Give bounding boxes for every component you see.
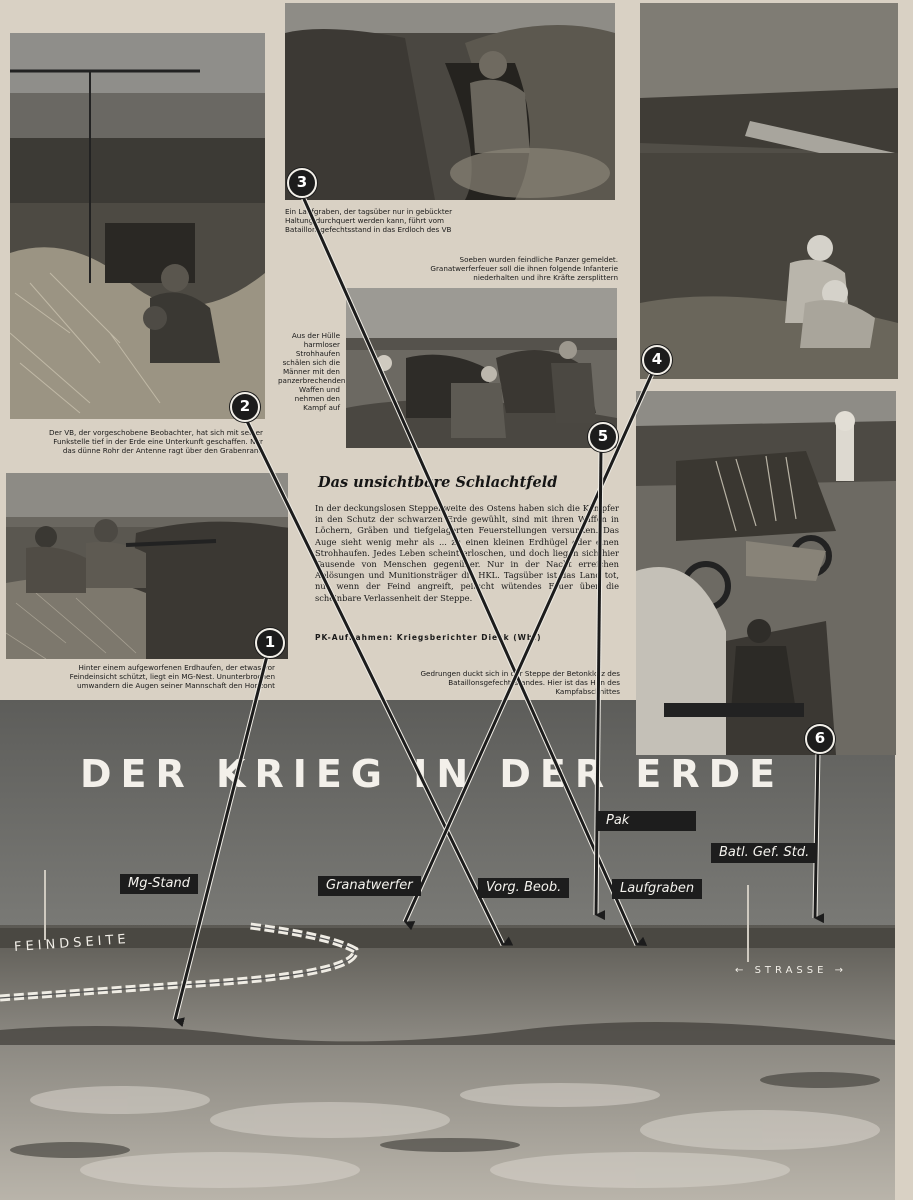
marker-6: 6 — [805, 724, 835, 754]
caption-photo6: Gedrungen duckt sich in der Steppe der Betonklotz des Bataillonsgefechtsstandes. Hier ist das Hirn des Kampfabschnittes — [420, 669, 620, 696]
caption-photo1: Hinter einem aufgeworfenen Erdhaufen, der etwas vor Feindeinsicht schützt, liegt ein MG-Nest. Ununterbrochen umwandern die Augen seiner Mannschaft den Horizont — [69, 663, 275, 690]
marker-5: 5 — [588, 422, 618, 452]
label-pak: Pak — [598, 811, 696, 831]
label-vorg-beob: Vorg. Beob. — [478, 878, 569, 898]
marker-2: 2 — [230, 392, 260, 422]
road-label-text: STRASSE — [754, 965, 828, 976]
photo-trench — [285, 3, 615, 200]
label-laufgraben: Laufgraben — [612, 879, 702, 899]
photo-antitank-crew — [346, 288, 617, 448]
caption-photo3: Ein Laufgraben, der tagsüber nur in gebückter Haltung durchquert werden kann, führt vom Bataillonsgefechtsstand in das Erdloch des VB — [285, 207, 453, 234]
article-title: Das unsichtbare Schlachtfeld — [318, 474, 558, 491]
marker-4: 4 — [642, 345, 672, 375]
photo-motorcycle-bunker — [636, 391, 896, 755]
road-label: ← STRASSE → — [735, 965, 848, 976]
photo-mg-nest — [6, 473, 288, 659]
article-body: In der deckungslosen Steppenweite des Ostens haben sich die Kämpfer in den Schutz der schwarzen Erde gewühlt, sind mit ihren Waffen in Löchern, Gräben und tiefgelagerten Feuerstellungen versunken. Das Auge sieht wenig mehr als ... zu einen kleinen Erdhügel oder einen Strohhaufen. Jedes Leben scheint erloschen, und doch liegen sich hier Tausende von Menschen gegenüber. Nur in der Nacht erreichen Ablösungen und Munitionsträger die HKL. Tagsüber ist das Land tot, nur wenn der Feind angreift, peitscht wütendes Feuer über die scheinbare Verlassenheit der Steppe. — [315, 503, 619, 603]
photo-credit: PK-Aufnahmen: Kriegsberichter Dieck (Wb.) — [315, 633, 542, 642]
label-granatwerfer: Granatwerfer — [318, 876, 421, 896]
label-mg-stand: Mg-Stand — [120, 874, 198, 894]
caption-photo5: Aus der Hülle harmloser Strohhaufen schälen sich die Männer mit den panzerbrechenden Waffen und nehmen den Kampf auf — [278, 331, 346, 412]
enemy-side-label: FEINDSEITE — [13, 931, 131, 956]
caption-photo4: Soeben wurden feindliche Panzer gemeldet. Granatwerferfeuer soll die ihnen folgende Infanterie niederhalten und ihre Kräfte zersplittern — [430, 255, 618, 282]
page-headline: DER KRIEG IN DER ERDE — [80, 752, 785, 796]
photo-observer-radio — [10, 33, 265, 419]
marker-1: 1 — [255, 628, 285, 658]
marker-3: 3 — [287, 168, 317, 198]
caption-photo2: Der VB, der vorgeschobene Beobachter, hat sich mit seiner Funkstelle tief in der Erde eine Unterkunft geschaffen. Nur das dünne Rohr der Antenne ragt über den Grabenrand — [49, 428, 263, 455]
photo-bunker-entrance — [640, 3, 898, 379]
label-batl-gef-std: Batl. Gef. Std. — [711, 843, 817, 863]
